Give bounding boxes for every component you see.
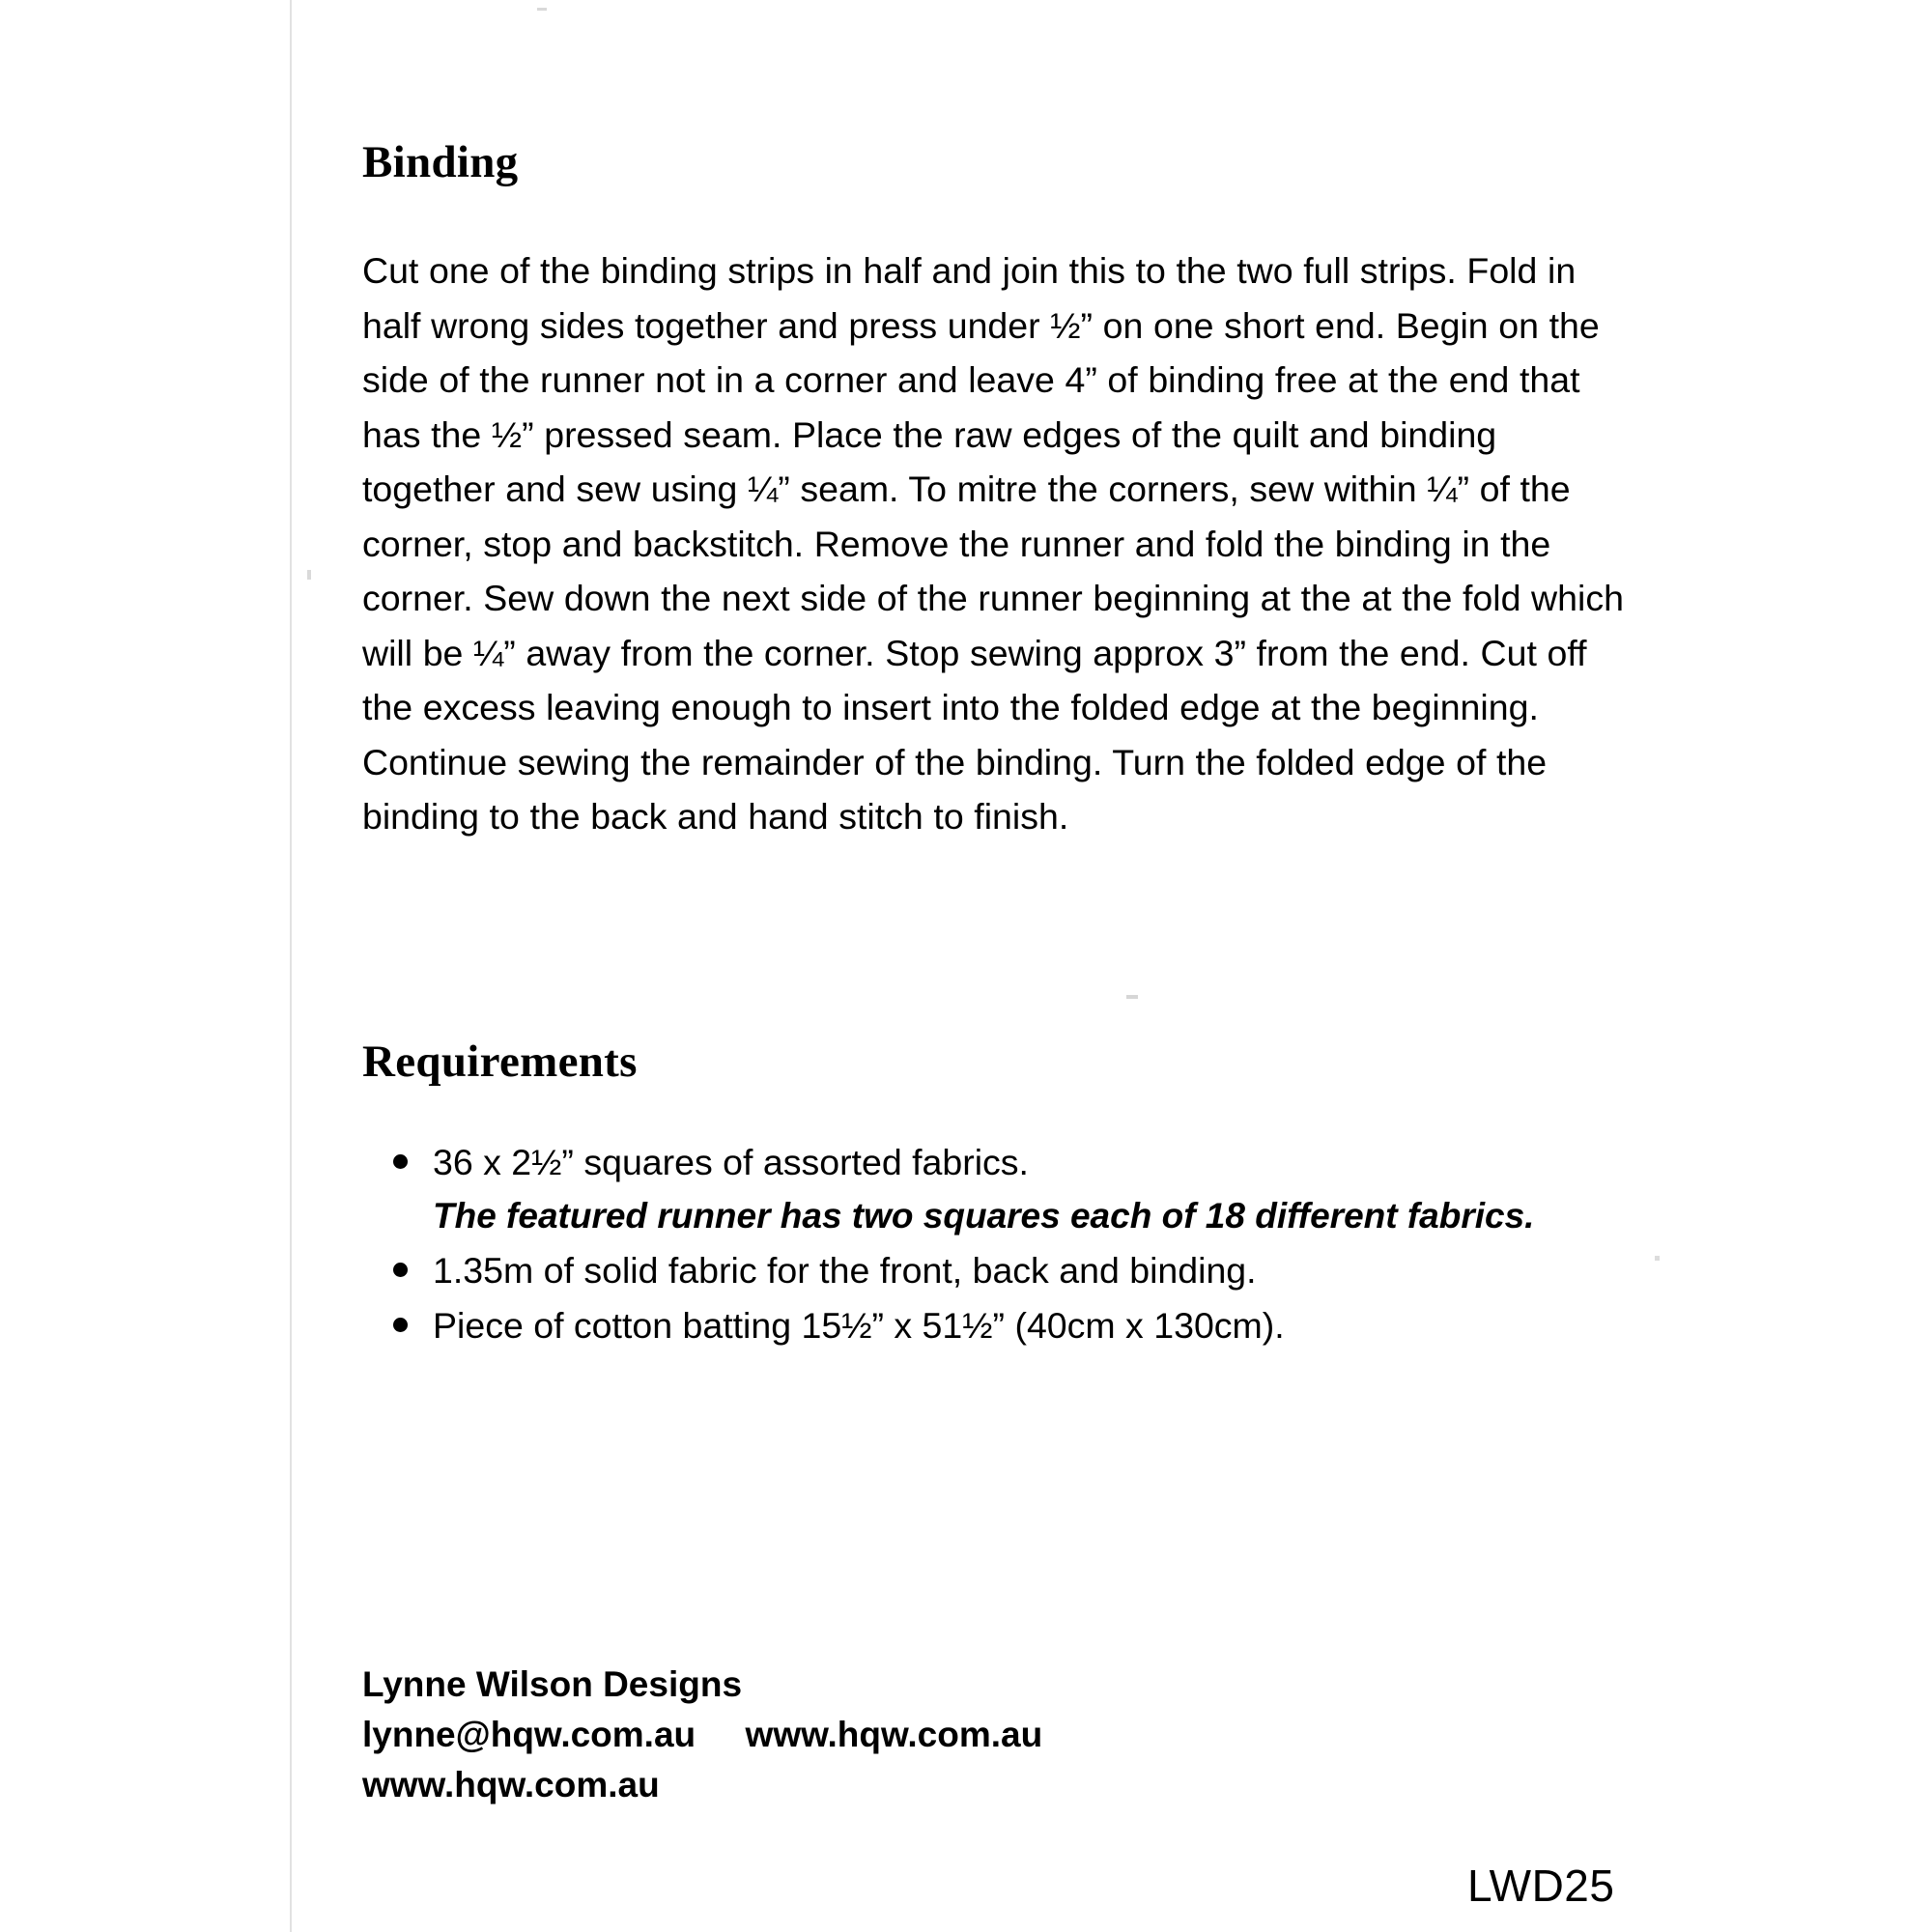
requirement-text: 36 x 2½” squares of assorted fabrics. bbox=[433, 1142, 1029, 1182]
binding-section-heading: Binding bbox=[362, 137, 519, 187]
contact-line: lynne@hqw.com.au www.hqw.com.au bbox=[362, 1715, 1043, 1754]
requirement-note: The featured runner has two squares each of 18 different fabrics. bbox=[433, 1196, 1535, 1236]
bullet-icon bbox=[393, 1318, 408, 1332]
pattern-code: LWD25 bbox=[1467, 1861, 1615, 1911]
requirement-text: 1.35m of solid fabric for the front, back and binding. bbox=[433, 1250, 1257, 1291]
scan-artifact-left bbox=[307, 570, 311, 580]
bullet-icon bbox=[393, 1154, 408, 1169]
binding-instructions-paragraph: Cut one of the binding strips in half and join this to the two full strips. Fold in half wrong sides together and press under ½” on one short end. Begin on the side of the runner not in a corner and leave 4” of binding free at the end that has the ½” pressed seam. Place the raw edges of the quilt and binding together and sew using ¼” seam. To mitre the corners, sew within ¼” of the corner, stop and backstitch. Remove the runner and fold the binding in the corner. Sew down the next side of the runner beginning at the at the fold which will be ¼” away from the corner. Stop sewing approx 3” from the end. Cut off the excess leaving enough to insert into the folded edge at the beginning. Continue sewing the remainder of the binding. Turn the folded edge of the binding to the back and hand stitch to finish. bbox=[362, 250, 1624, 837]
website-line: www.hqw.com.au bbox=[362, 1765, 660, 1804]
requirements-list bbox=[362, 1135, 1637, 1353]
scan-edge-line bbox=[290, 0, 292, 1932]
list-item bbox=[362, 1298, 1637, 1352]
company-name: Lynne Wilson Designs bbox=[362, 1664, 743, 1704]
bullet-icon bbox=[393, 1263, 408, 1277]
page-content bbox=[362, 0, 1647, 1932]
list-item bbox=[362, 1243, 1637, 1297]
requirements-section-heading: Requirements bbox=[362, 1037, 638, 1087]
document-footer bbox=[362, 1660, 1042, 1810]
list-item bbox=[362, 1135, 1637, 1242]
scan-artifact-right bbox=[1655, 1256, 1660, 1261]
requirement-text: Piece of cotton batting 15½” x 51½” (40cm x 130cm). bbox=[433, 1305, 1285, 1346]
